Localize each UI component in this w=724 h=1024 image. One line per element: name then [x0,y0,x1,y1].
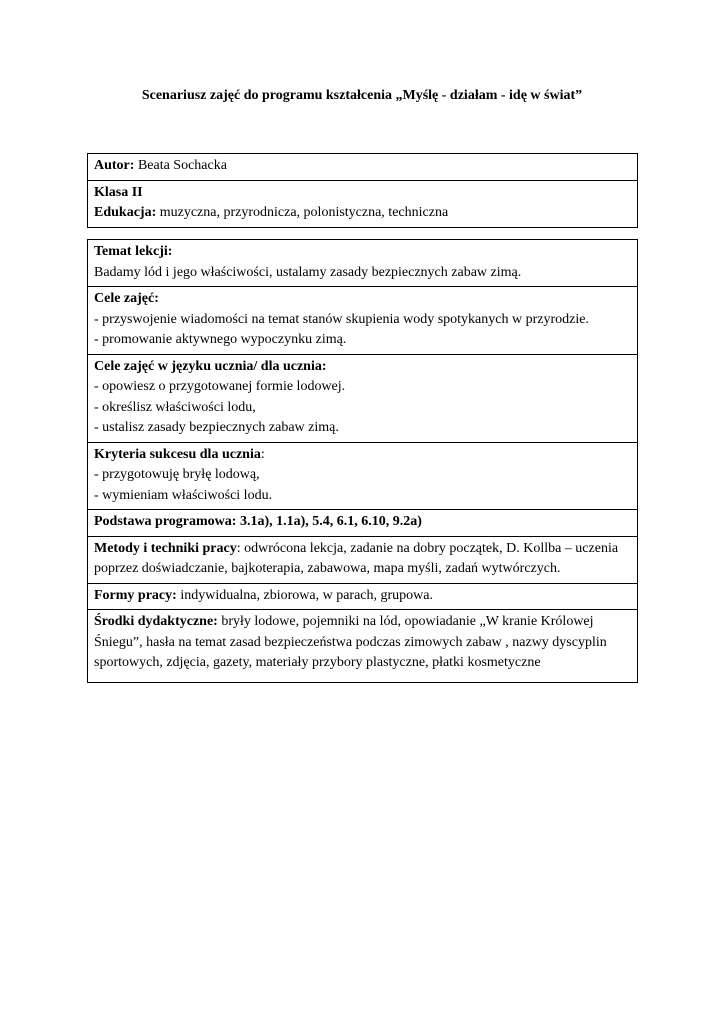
materials-cell [88,610,638,683]
materials-row [88,610,638,683]
author-label: Autor: [94,158,135,173]
success-criteria-label: Kryteria sukcesu dla ucznia [94,446,261,462]
student-goals-item: - określisz właściwości lodu, [94,399,256,415]
curriculum-row [88,510,638,537]
class-cell [88,180,638,227]
forms-label: Formy pracy: [94,587,177,603]
student-goals-label: Cele zajęć w języku ucznia/ dla ucznia: [94,358,327,374]
goals-item: - przyswojenie wiadomości na temat stanów skupienia wody spotykanych w przyrodzie. [94,311,589,327]
goals-cell [88,287,638,355]
success-criteria-cell [88,442,638,510]
methods-label: Metody i techniki pracy [94,540,237,556]
goals-item: - promowanie aktywnego wypoczynku zimą. [94,332,347,347]
materials-text: bryły lodowe, pojemniki na lód, opowiadanie „W kranie Królowej Śniegu”, hasła na temat zasad bezpieczeństwa podczas zimowych zabaw , nazwy dyscyplin sportowych, zdjęcia, gazety, materiały przybory plastyczne, płatki kosmetyczne [94,614,607,670]
topic-cell [88,240,638,287]
class-row [88,180,638,227]
curriculum-label: Podstawa programowa: 3.1a), 1.1a), 5.4, 6.1, 6.10, 9.2a) [94,514,422,529]
author-value: Beata Sochacka [134,158,227,173]
header-table [87,153,638,228]
student-goals-row [88,354,638,442]
education-label: Edukacja: [94,205,157,220]
forms-text: indywidualna, zbiorowa, w parach, grupowa. [176,587,434,603]
class-label: Klasa II [94,184,143,200]
topic-label: Temat lekcji: [94,244,173,259]
lesson-table [87,239,638,683]
success-criteria-heading [94,445,631,466]
author-row [88,154,638,181]
methods-row [88,536,638,583]
methods-cell [88,536,638,583]
success-criteria-item: - wymieniam właściwości lodu. [94,487,273,503]
student-goals-item: - ustalisz zasady bezpiecznych zabaw zimą. [94,420,339,435]
author-cell [88,154,638,181]
topic-row [88,240,638,287]
forms-cell [88,583,638,610]
success-criteria-row [88,442,638,510]
goals-row [88,287,638,355]
topic-text: Badamy lód i jego właściwości, ustalamy zasady bezpiecznych zabaw zimą. [94,264,522,280]
curriculum-cell [88,510,638,537]
materials-label: Środki dydaktyczne: [94,614,218,629]
education-value: muzyczna, przyrodnicza, polonistyczna, techniczna [156,205,449,220]
student-goals-cell [88,354,638,442]
student-goals-item: - opowiesz o przygotowanej formie lodowej. [94,379,346,394]
success-criteria-colon: : [260,446,265,462]
goals-label: Cele zajęć: [94,291,159,306]
forms-row [88,583,638,610]
education-line [94,203,631,224]
success-criteria-item: - przygotowuję bryłę lodową, [94,467,260,482]
methods-text: : odwrócona lekcja, zadanie na dobry początek, D. Kollba – uczenia poprzez doświadczanie, bajkoterapia, zabawowa, mapa myśli, zadań wytwórczych. [94,540,619,576]
document-title: Scenariusz zajęć do programu kształcenia „Myślę - działam - idę w świat” [141,88,583,103]
